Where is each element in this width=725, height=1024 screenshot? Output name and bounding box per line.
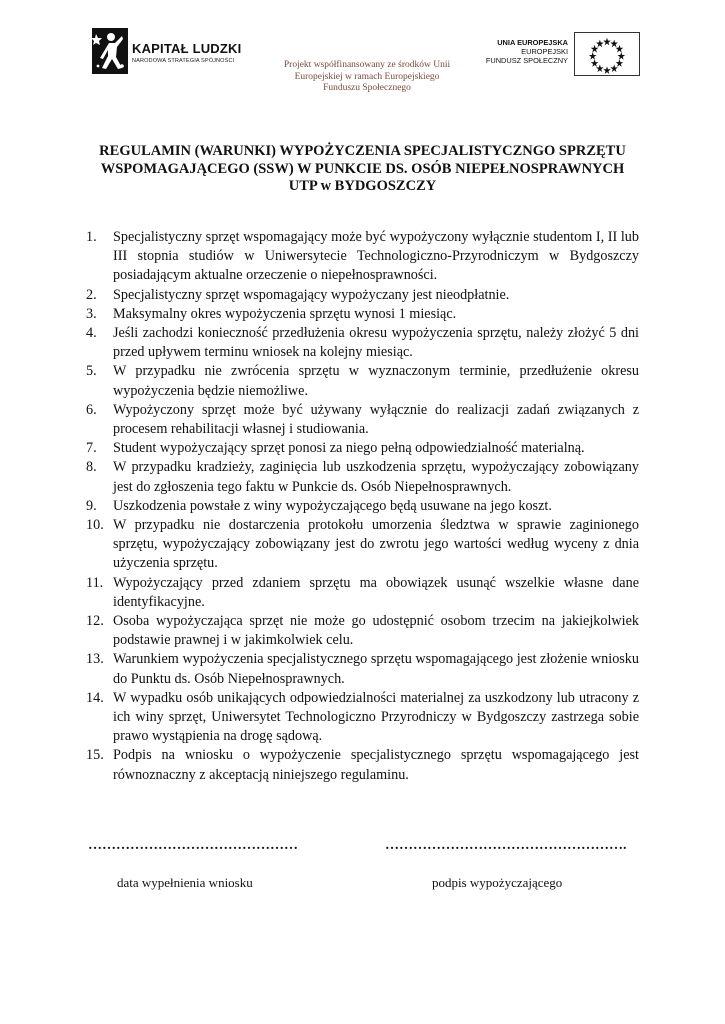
page-header [0,0,725,110]
rule-item [86,439,639,458]
rule-number: 10. [86,517,104,534]
rule-number: 9. [86,497,97,514]
kapital-ludzki-title: KAPITAŁ LUDZKI [132,41,242,56]
rule-number: 14. [86,689,104,706]
kapital-ludzki-subtitle: NARODOWA STRATEGIA SPÓJNOŚCI [132,58,235,64]
rule-number: 11. [86,574,104,591]
rule-text: Wypożyczający przed zdaniem sprzętu ma obowiązek usunąć wszelkie własne dane identyfikacyjne. [113,574,639,610]
rule-text: Jeśli zachodzi konieczność przedłużenia okresu wypożyczenia sprzętu, należy złożyć 5 dni przed upływem terminu wniosek na kolejny miesiąc. [113,325,639,361]
rule-number: 1. [86,229,97,245]
rule-item [86,286,639,305]
rule-text: W przypadku nie dostarczenia protokołu umorzenia śledztwa w sprawie zaginionego sprzętu, wypożyczający zobowiązany jest do zwrotu jego wartości według wyceny z dnia użyczenia sprzętu. [113,517,639,572]
rule-text: Maksymalny okres wypożyczenia sprzętu wynosi 1 miesiąc. [113,305,457,322]
document-title-line-2: WSPOMAGAJĄCEGO (SSW) W PUNKCIE DS. OSÓB NIEPEŁNOSPRAWNYCH [100,160,625,177]
rule-number: 13. [86,651,104,668]
rule-item [86,746,639,784]
rule-number: 2. [86,286,97,303]
project-funding-note [262,60,472,95]
project-note-line-3: Funduszu Społecznego [323,83,411,93]
eu-flag-icon [574,32,640,76]
rule-text: Podpis na wniosku o wypożyczenie specjalistycznego sprzętu wspomagającego jest równoznaczny z akceptacją niniejszego regulaminu. [113,747,639,783]
rule-text: W przypadku kradzieży, zaginięcia lub uszkodzenia sprzętu, wypożyczający zobowiązany jest do zgłoszenia tego faktu w Punkcie ds. Osób Niepełnosprawnych. [113,459,639,495]
rule-item [86,362,639,400]
rule-item [86,612,639,650]
rule-text: W przypadku nie zwrócenia sprzętu w wyznaczonym terminie, przedłużenie okresu wypożyczenia będzie niemożliwe. [113,363,639,399]
document-title [80,143,645,196]
rule-item [86,305,639,324]
rule-number: 6. [86,401,97,418]
rules-list [86,228,639,785]
rule-text: Osoba wypożyczająca sprzęt nie może go udostępnić osobom trzecim na jakiejkolwiek podstawie prawnej i w jakimkolwiek celu. [113,613,639,649]
human-capital-logo-icon [92,28,128,74]
rule-text: Specjalistyczny sprzęt wspomagający wypożyczany jest nieodpłatnie. [113,286,510,303]
rule-item [86,401,639,439]
rule-text: Uszkodzenia powstałe z winy wypożyczającego będą usuwane na jego koszt. [113,497,552,514]
project-note-line-2: Europejskiej w ramach Europejskiego [294,71,440,82]
eu-logo-line-1: UNIA EUROPEJSKA [497,38,568,47]
project-note-line-1: Projekt współfinansowany ze środków Unii [283,60,451,70]
rule-text: Wypożyczony sprzęt może być używany wyłącznie do realizacji zadań związanych z procesem rehabilitacji własnej i studiowania. [113,401,639,438]
rule-item [86,497,639,516]
rule-number: 4. [86,325,97,342]
rule-item [86,324,639,362]
rule-text: Warunkiem wypożyczenia specjalistycznego sprzętu wspomagającego jest złożenie wniosku do Punktu ds. Osób Niepełnosprawnych. [113,651,639,687]
eu-logo-line-3: FUNDUSZ SPOŁECZNY [485,56,568,66]
rule-text: W wypadku osób unikających odpowiedzialności materialnej za uszkodzony lub utracony z ich winy sprzęt, Uniwersytet Technologiczno Przyrodniczy w Bydgoszczy zastrzega sobie prawo wystąpienia na drogę sądową. [113,689,639,745]
rule-number: 3. [86,305,97,322]
date-signature-label: data wypełnienia wniosku [117,875,253,890]
rule-text: Specjalistyczny sprzęt wspomagający może być wypożyczony wyłącznie studentom I, II lub III stopnia studiów w Uniwersytecie Technologiczno-Przyrodniczym w Bydgoszczy posiadającym aktualne orzeczenie o niepełnosprawności. [113,229,639,284]
rule-item [86,516,639,574]
rule-number: 12. [86,613,104,630]
rule-number: 8. [86,459,97,476]
rule-item [86,458,639,496]
kapital-ludzki-logo [92,28,262,76]
eu-logo-line-2: EUROPEJSKI [521,47,568,57]
rule-item [86,650,639,688]
borrower-signature-line: ……………………………………………. [385,838,627,853]
eu-logo-text [486,38,568,66]
rule-number: 5. [86,363,97,380]
rule-number: 15. [86,747,104,764]
eu-social-fund-logo [470,30,640,80]
rule-item [86,689,639,747]
rule-number: 7. [86,440,97,457]
rule-item [86,228,639,286]
rule-item [86,574,639,612]
date-signature-line: ……………………………………… [88,838,298,853]
document-title-line-3: UTP w BYDGOSZCZY [288,178,437,194]
rule-text: Student wypożyczający sprzęt ponosi za niego pełną odpowiedzialność materialną. [113,440,585,457]
borrower-signature-label: podpis wypożyczającego [432,875,563,890]
document-title-line-1: REGULAMIN (WARUNKI) WYPOŻYCZENIA SPECJALISTYCZNGO SPRZĘTU [99,143,626,159]
